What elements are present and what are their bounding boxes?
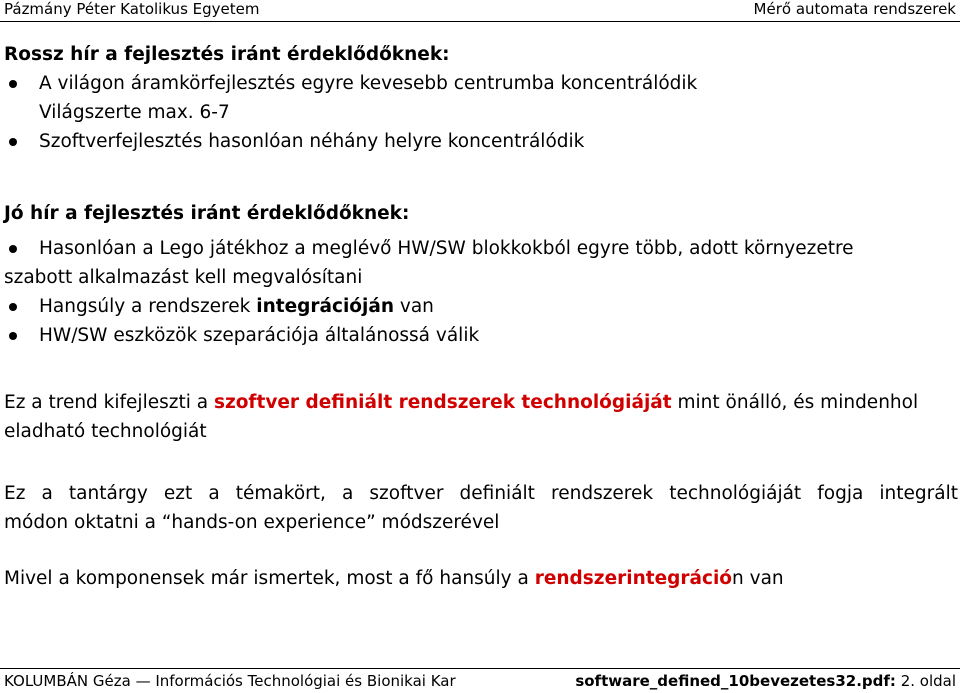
trend-highlight: szoftver definiált rendszerek technológiáját: [213, 392, 672, 413]
footer-file-page: [575, 672, 956, 690]
trend-text-pre: Ez a trend kifejleszti a: [4, 392, 214, 413]
integration-paragraph: [4, 564, 958, 593]
bullet-text: Hasonlóan a Lego játékhoz a meglévő HW/SW blokkokból egyre több, adott környezetre: [39, 238, 854, 259]
trend-text-post: mint önálló, és mindenhol: [671, 392, 919, 413]
list-item-continuation: [4, 263, 958, 292]
bullet-icon: [9, 245, 17, 253]
slide-header: [0, 0, 960, 20]
bullet-text: A világon áramkörfejlesztés egyre kevesebb centrumba koncentrálódik: [39, 73, 698, 94]
header-rule: [0, 21, 960, 22]
trend-text-cont: eladható technológiát: [4, 421, 207, 442]
bullet-text-post: van: [394, 296, 434, 317]
integration-text-pre: Mivel a komponensek már ismertek, most a fő hansúly a: [4, 568, 535, 589]
bullet-emphasis: integrációján: [256, 296, 394, 317]
course-text-cont: módon oktatni a “hands-on experience” módszerével: [4, 512, 500, 533]
bullet-icon: [9, 138, 17, 146]
good-news-list: [4, 234, 958, 350]
list-item: [4, 321, 958, 350]
bullet-icon: [9, 332, 17, 340]
bad-news-list: [4, 69, 958, 156]
footer-author: KOLUMBÁN Géza — Információs Technológiai és Bionikai Kar: [4, 672, 456, 690]
course-paragraph: [4, 479, 958, 537]
footer-page-number: 2. oldal: [900, 672, 956, 690]
bullet-text-cont: Világszerte max. 6-7: [39, 102, 230, 123]
bullet-text: Szoftverfejlesztés hasonlóan néhány helyre koncentrálódik: [39, 131, 585, 152]
list-item: [4, 234, 958, 263]
bullet-text-pre: Hangsúly a rendszerek: [39, 296, 257, 317]
header-course-title: Mérő automata rendszerek: [753, 0, 956, 18]
course-text: Ez a tantárgy ezt a témakört, a szoftver definiált rendszerek technológiáját fogja integrált: [4, 483, 958, 504]
bullet-text: HW/SW eszközök szeparációja általánossá válik: [39, 325, 480, 346]
bad-news-heading: Rossz hír a fejlesztés iránt érdeklődőknek:: [4, 44, 450, 65]
list-item: [4, 69, 958, 127]
bullet-icon: [9, 80, 17, 88]
slide-footer: [0, 670, 960, 690]
bullet-text: [39, 292, 958, 321]
integration-text-post: n van: [732, 568, 784, 589]
list-item: [4, 292, 958, 321]
slide-content: [4, 40, 958, 593]
footer-rule: [0, 668, 960, 669]
bullet-icon: [9, 303, 17, 311]
header-university: Pázmány Péter Katolikus Egyetem: [4, 0, 260, 18]
bullet-text-cont: szabott alkalmazást kell megvalósítani: [4, 267, 363, 288]
integration-highlight: rendszerintegráció: [534, 568, 733, 589]
trend-paragraph: [4, 388, 958, 446]
good-news-heading: Jó hír a fejlesztés iránt érdeklődőknek:: [4, 203, 410, 224]
footer-filename: software_defined_10bevezetes32.pdf:: [575, 672, 896, 690]
list-item: [4, 127, 958, 156]
